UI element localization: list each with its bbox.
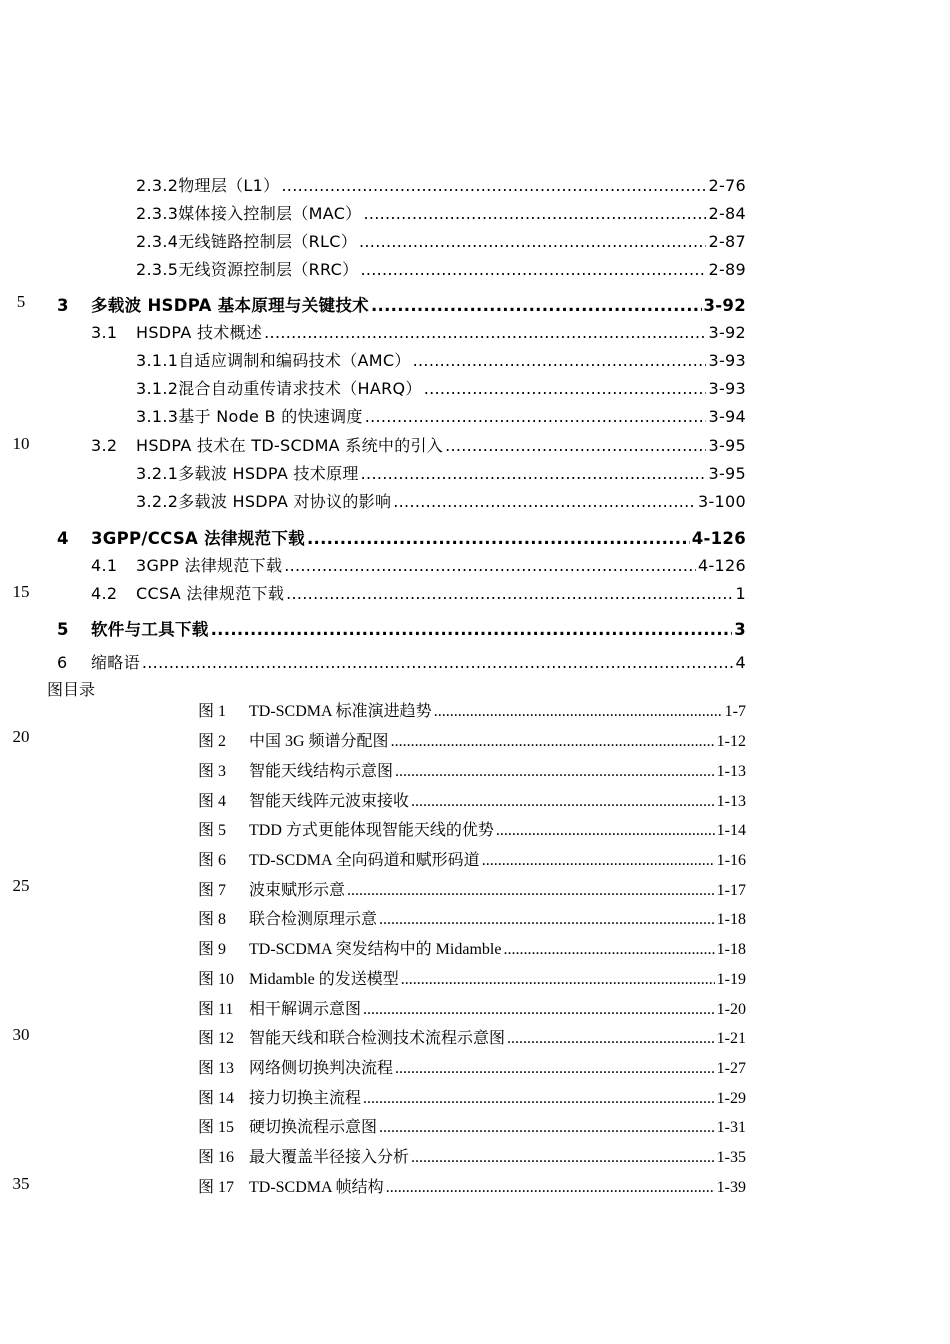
- toc-entry[interactable]: [91, 553, 746, 576]
- toc-page: 3-92: [703, 296, 746, 315]
- line-number: 5: [16, 292, 26, 311]
- toc-title: 无线资源控制层（RRC）: [178, 260, 359, 279]
- figure-entry[interactable]: [198, 1114, 746, 1137]
- toc-leader: [264, 323, 706, 342]
- toc-title: 多载波 HSDPA 对协议的影响: [178, 492, 392, 511]
- toc-page: 1: [735, 584, 746, 603]
- figure-page: 1-21: [716, 1030, 746, 1047]
- figure-leader: [411, 1149, 715, 1167]
- toc-leader: [284, 556, 696, 575]
- line-number: 10: [12, 434, 30, 453]
- figure-label: 图 12: [198, 1030, 235, 1047]
- toc-entry[interactable]: [136, 173, 746, 196]
- figure-page: 1-27: [716, 1060, 746, 1077]
- toc-entry[interactable]: [91, 433, 746, 456]
- figure-entry[interactable]: [198, 758, 746, 781]
- toc-entry[interactable]: [136, 201, 746, 224]
- figure-leader: [363, 1090, 715, 1108]
- toc-title: 混合自动重传请求技术（HARQ）: [178, 379, 422, 398]
- figure-page: 1-7: [724, 703, 746, 720]
- toc-leader: [393, 492, 696, 511]
- figure-page: 1-17: [716, 882, 746, 899]
- figure-entry[interactable]: [198, 877, 746, 900]
- figure-label: 图 3: [198, 763, 227, 780]
- figure-label: 图 14: [198, 1090, 235, 1107]
- toc-page: 3-93: [708, 351, 746, 370]
- figure-page: 1-12: [716, 733, 746, 750]
- toc-page: 2-87: [708, 232, 746, 251]
- figure-title: 相干解调示意图: [249, 1001, 362, 1018]
- toc-page: 4: [735, 653, 746, 672]
- figure-title: Midamble 的发送模型: [249, 971, 399, 988]
- toc-leader: [286, 584, 733, 603]
- toc-leader: [307, 529, 690, 548]
- figure-leader: [503, 941, 714, 959]
- toc-leader: [142, 653, 734, 672]
- toc-title: 自适应调制和编码技术（AMC）: [178, 351, 411, 370]
- toc-page: 4-126: [698, 556, 746, 575]
- figure-leader: [379, 911, 715, 929]
- figure-label: 图 1: [198, 703, 227, 720]
- figure-title: 智能天线和联合检测技术流程示意图: [249, 1030, 506, 1047]
- toc-number: 2.3.3: [136, 204, 179, 223]
- toc-chapter-entry[interactable]: [57, 525, 746, 549]
- figure-entry[interactable]: [198, 1055, 746, 1078]
- figure-page: 1-14: [716, 822, 746, 839]
- figure-entry[interactable]: [198, 1144, 746, 1167]
- toc-page: 4-126: [691, 529, 746, 548]
- figure-page: 1-13: [716, 793, 746, 810]
- figure-leader: [386, 1179, 715, 1197]
- toc-leader: [413, 351, 707, 370]
- figure-label: 图 17: [198, 1179, 235, 1196]
- toc-title: 3GPP 法律规范下载: [136, 556, 283, 575]
- figure-page: 1-39: [716, 1179, 746, 1196]
- figure-title: 最大覆盖半径接入分析: [249, 1149, 410, 1166]
- line-number: 35: [12, 1174, 30, 1193]
- toc-title: 媒体接入控制层（MAC）: [178, 204, 362, 223]
- figure-page: 1-29: [716, 1090, 746, 1107]
- figure-label: 图 13: [198, 1060, 235, 1077]
- toc-entry[interactable]: [136, 257, 746, 280]
- figure-page: 1-35: [716, 1149, 746, 1166]
- figure-title: TD-SCDMA 突发结构中的 Midamble: [249, 941, 502, 958]
- toc-title: CCSA 法律规范下载: [136, 584, 285, 603]
- toc-number: 3.1.1: [136, 351, 179, 370]
- toc-page: 3-95: [708, 464, 746, 483]
- figure-label: 图 2: [198, 733, 227, 750]
- figure-page: 1-13: [716, 763, 746, 780]
- figure-page: 1-18: [716, 941, 746, 958]
- figure-leader: [482, 852, 715, 870]
- toc-page: 3-93: [708, 379, 746, 398]
- figure-label: 图 16: [198, 1149, 235, 1166]
- figure-leader: [379, 1119, 715, 1137]
- figure-entry[interactable]: [198, 996, 746, 1019]
- toc-number: 4.2: [91, 584, 118, 603]
- figure-label: 图 15: [198, 1119, 235, 1136]
- figure-entry[interactable]: [198, 936, 746, 959]
- figure-entry[interactable]: [198, 966, 746, 989]
- toc-title: HSDPA 技术概述: [136, 323, 263, 342]
- toc-leader: [365, 407, 707, 426]
- toc-entry[interactable]: [136, 404, 746, 427]
- toc-number: 3.2: [91, 436, 118, 455]
- figure-label: 图 7: [198, 882, 227, 899]
- toc-entry[interactable]: [136, 348, 746, 371]
- toc-leader: [424, 379, 707, 398]
- toc-page: 3: [734, 620, 746, 639]
- line-number: 20: [12, 727, 30, 746]
- figure-leader: [363, 1001, 715, 1019]
- toc-entry[interactable]: [136, 229, 746, 252]
- figure-title: 硬切换流程示意图: [249, 1119, 378, 1136]
- toc-leader: [359, 232, 706, 251]
- toc-leader: [363, 204, 706, 223]
- figure-title: 网络侧切换判决流程: [249, 1060, 394, 1077]
- figure-title: 波束赋形示意: [249, 882, 346, 899]
- toc-page: 3-100: [698, 492, 746, 511]
- toc-page: 2-89: [708, 260, 746, 279]
- figure-entry[interactable]: [198, 1085, 746, 1108]
- toc-number: 3: [57, 296, 69, 315]
- toc-number: 3.2.2: [136, 492, 179, 511]
- toc-entry[interactable]: [91, 320, 746, 343]
- toc-entry[interactable]: [136, 489, 746, 512]
- figure-entry[interactable]: [198, 817, 746, 840]
- figure-page: 1-18: [716, 911, 746, 928]
- toc-leader: [445, 436, 706, 455]
- figure-leader: [391, 733, 715, 751]
- toc-chapter-entry[interactable]: [57, 292, 746, 316]
- figure-label: 图 5: [198, 822, 227, 839]
- toc-title: 缩略语: [91, 653, 140, 672]
- figure-leader: [401, 971, 715, 989]
- figure-list-title: 图目录: [47, 682, 96, 699]
- toc-number: 2.3.5: [136, 260, 179, 279]
- figure-label: 图 9: [198, 941, 227, 958]
- toc-number: 2.3.4: [136, 232, 179, 251]
- figure-label: 图 4: [198, 793, 227, 810]
- toc-leader: [360, 260, 706, 279]
- figure-label: 图 10: [198, 971, 235, 988]
- figure-entry[interactable]: [198, 728, 746, 751]
- toc-page: 2-76: [708, 176, 746, 195]
- toc-number: 4: [57, 529, 69, 548]
- figure-leader: [411, 793, 715, 811]
- toc-leader: [361, 464, 707, 483]
- toc-number: 6: [57, 653, 68, 672]
- figure-page: 1-31: [716, 1119, 746, 1136]
- line-number: 25: [12, 876, 30, 895]
- toc-number: 5: [57, 620, 69, 639]
- figure-label: 图 8: [198, 911, 227, 928]
- figure-entry[interactable]: [198, 1174, 746, 1197]
- toc-title: 软件与工具下载: [91, 620, 209, 639]
- toc-title: HSDPA 技术在 TD-SCDMA 系统中的引入: [136, 436, 444, 455]
- figure-title: TD-SCDMA 帧结构: [249, 1179, 384, 1196]
- toc-title: 基于 Node B 的快速调度: [178, 407, 363, 426]
- figure-leader: [347, 882, 715, 900]
- figure-page: 1-20: [716, 1001, 746, 1018]
- toc-page: 3-95: [708, 436, 746, 455]
- toc-entry[interactable]: [136, 461, 746, 484]
- figure-title: 智能天线结构示意图: [249, 763, 394, 780]
- figure-label: 图 6: [198, 852, 227, 869]
- toc-title: 多载波 HSDPA 基本原理与关键技术: [91, 296, 369, 315]
- toc-number: 3.1.2: [136, 379, 179, 398]
- figure-leader: [395, 763, 715, 781]
- toc-entry[interactable]: [136, 376, 746, 399]
- figure-title: 接力切换主流程: [249, 1090, 362, 1107]
- figure-entry[interactable]: [198, 698, 746, 721]
- toc-number: 3.1: [91, 323, 118, 342]
- toc-leader: [211, 620, 733, 639]
- toc-number: 2.3.2: [136, 176, 179, 195]
- figure-entry[interactable]: [198, 906, 746, 929]
- toc-title: 物理层（L1）: [178, 176, 280, 195]
- toc-page: 2-84: [708, 204, 746, 223]
- figure-title: 智能天线阵元波束接收: [249, 793, 410, 810]
- line-number: 15: [12, 582, 30, 601]
- figure-page: 1-16: [716, 852, 746, 869]
- figure-leader: [507, 1030, 715, 1048]
- toc-page: 3-92: [708, 323, 746, 342]
- toc-chapter-entry[interactable]: [57, 650, 746, 673]
- figure-title: TD-SCDMA 全向码道和赋形码道: [249, 852, 480, 869]
- figure-leader: [395, 1060, 715, 1078]
- figure-entry[interactable]: [198, 788, 746, 811]
- toc-number: 3.1.3: [136, 407, 179, 426]
- toc-number: 4.1: [91, 556, 118, 575]
- toc-title: 多载波 HSDPA 技术原理: [178, 464, 359, 483]
- toc-chapter-entry[interactable]: [57, 616, 746, 640]
- toc-leader: [371, 296, 702, 315]
- figure-entry[interactable]: [198, 847, 746, 870]
- figure-leader: [434, 703, 723, 721]
- toc-leader: [281, 176, 706, 195]
- toc-title: 无线链路控制层（RLC）: [178, 232, 358, 251]
- toc-number: 3.2.1: [136, 464, 179, 483]
- figure-page: 1-19: [716, 971, 746, 988]
- figure-title: 中国 3G 频谱分配图: [249, 733, 389, 750]
- line-number: 30: [12, 1025, 30, 1044]
- toc-title: 3GPP/CCSA 法律规范下载: [91, 529, 305, 548]
- toc-page: 3-94: [708, 407, 746, 426]
- toc-entry[interactable]: [91, 581, 746, 604]
- figure-entry[interactable]: [198, 1025, 746, 1048]
- figure-title: 联合检测原理示意: [249, 911, 378, 928]
- figure-title: TD-SCDMA 标准演进趋势: [249, 703, 432, 720]
- figure-leader: [496, 822, 715, 840]
- figure-label: 图 11: [198, 1001, 234, 1018]
- figure-title: TDD 方式更能体现智能天线的优势: [249, 822, 494, 839]
